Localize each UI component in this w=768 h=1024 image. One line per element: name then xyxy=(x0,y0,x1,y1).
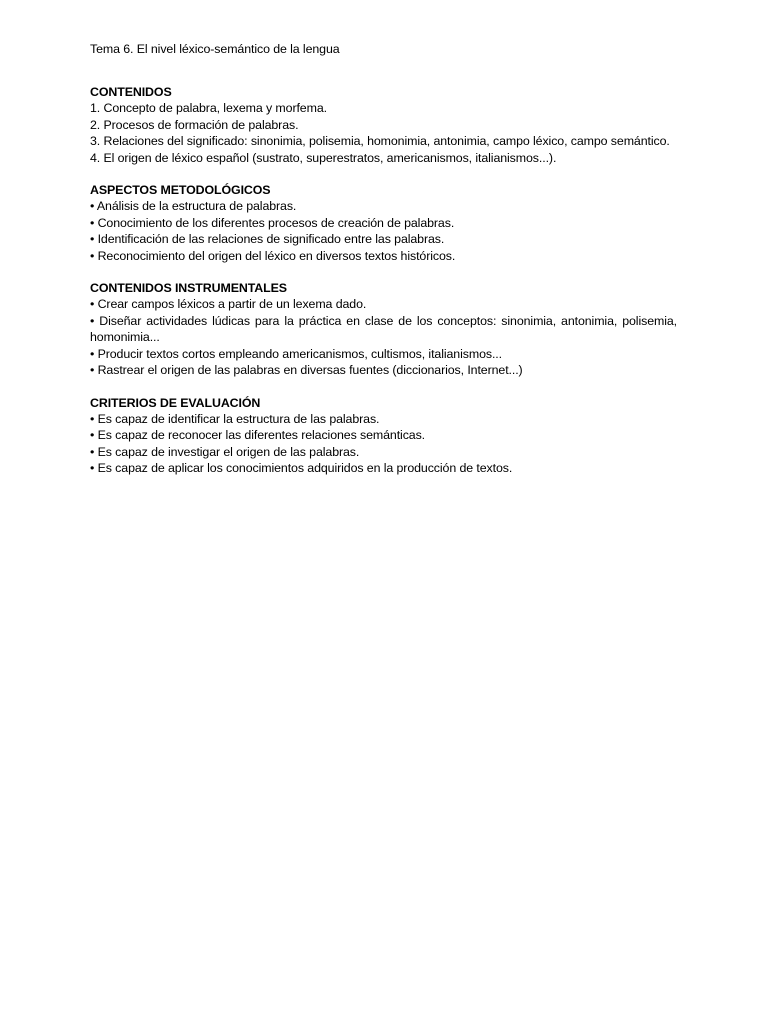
list-item: • Rastrear el origen de las palabras en diversas fuentes (diccionarios, Internet...) xyxy=(90,363,523,378)
section-heading: CONTENIDOS INSTRUMENTALES xyxy=(90,281,287,296)
list-item: • Es capaz de reconocer las diferentes relaciones semánticas. xyxy=(90,428,426,443)
section-list xyxy=(90,198,677,264)
section-heading: CRITERIOS DE EVALUACIÓN xyxy=(90,395,261,410)
section-list xyxy=(90,100,677,166)
list-item: • Análisis de la estructura de palabras. xyxy=(90,199,297,214)
list-item: • Es capaz de aplicar los conocimientos adquiridos en la producción de textos. xyxy=(90,461,513,476)
list-item: • Es capaz de investigar el origen de las palabras. xyxy=(90,444,360,459)
section-contenidos xyxy=(90,84,677,166)
list-item: • Identificación de las relaciones de significado entre las palabras. xyxy=(90,232,445,247)
section-contenidos-instrumentales xyxy=(90,280,677,378)
list-item: 2. Procesos de formación de palabras. xyxy=(90,117,299,132)
document-title: Tema 6. El nivel léxico-semántico de la lengua xyxy=(90,42,340,56)
list-item: • Conocimiento de los diferentes procesos de creación de palabras. xyxy=(90,215,455,230)
section-list xyxy=(90,411,677,477)
list-item: 1. Concepto de palabra, lexema y morfema. xyxy=(90,101,327,116)
section-heading: ASPECTOS METODOLÓGICOS xyxy=(90,183,271,198)
section-aspectos-metodologicos xyxy=(90,182,677,264)
section-list xyxy=(90,296,677,378)
list-item: 4. El origen de léxico español (sustrato, superestratos, americanismos, italianismos...). xyxy=(90,150,557,165)
list-item: • Crear campos léxicos a partir de un lexema dado. xyxy=(90,297,367,312)
list-item: • Producir textos cortos empleando americanismos, cultismos, italianismos... xyxy=(90,346,502,361)
list-item: 3. Relaciones del significado: sinonimia, polisemia, homonimia, antonimia, campo léxico, campo semántico. xyxy=(90,134,670,149)
section-criterios-evaluacion xyxy=(90,395,677,477)
list-item: • Diseñar actividades lúdicas para la práctica en clase de los conceptos: sinonimia, antonimia, polisemia, homonimia... xyxy=(90,313,677,345)
document-page xyxy=(90,40,677,493)
section-heading: CONTENIDOS xyxy=(90,85,172,99)
list-item: • Es capaz de identificar la estructura de las palabras. xyxy=(90,411,380,426)
list-item: • Reconocimiento del origen del léxico en diversos textos históricos. xyxy=(90,248,456,263)
